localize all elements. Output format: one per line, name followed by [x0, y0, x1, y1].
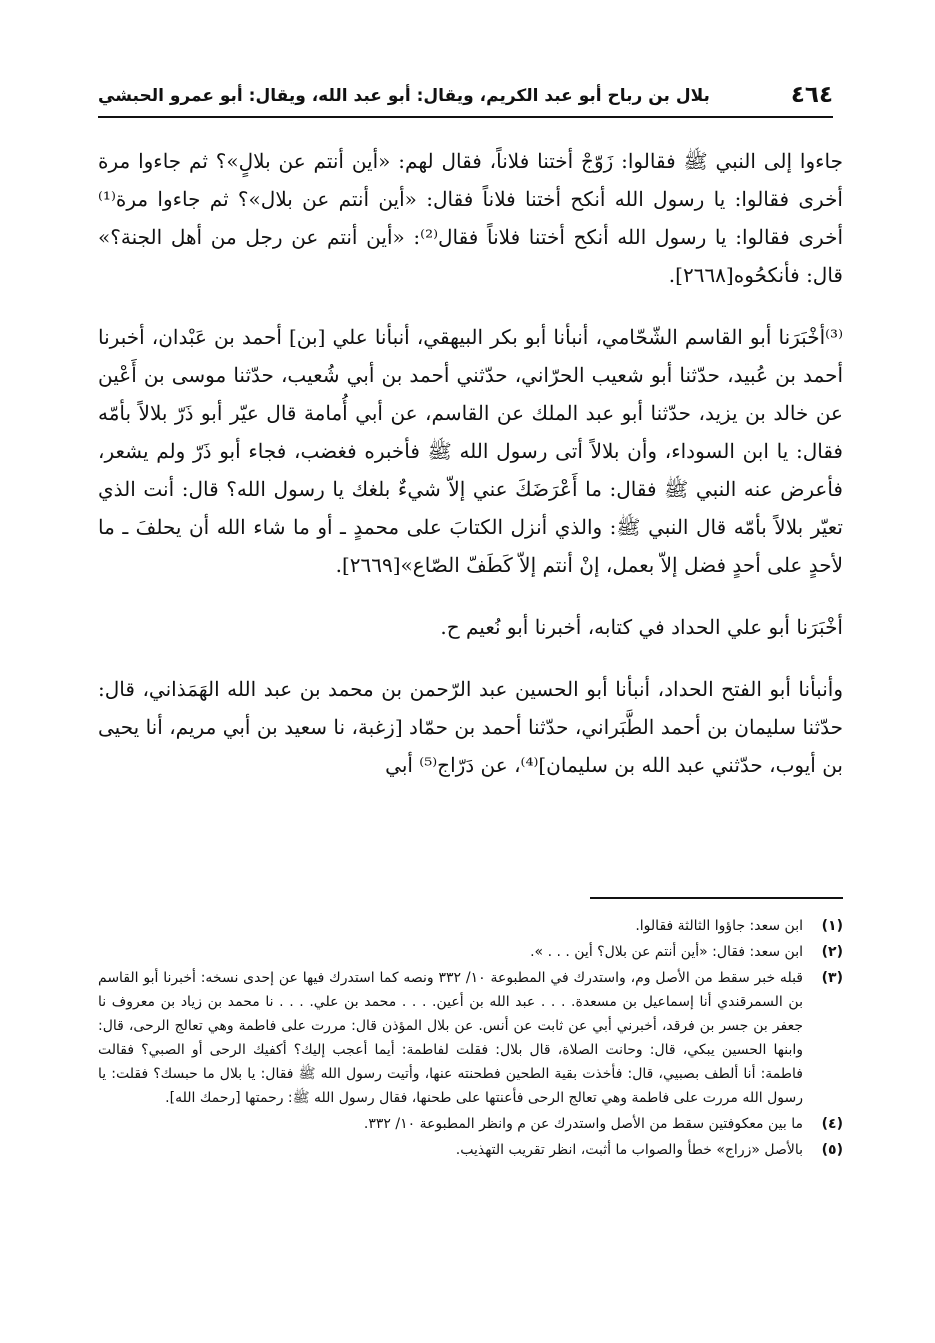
footnote-text: ما بين معكوفتين سقط من الأصل واستدرك عن م وانظر المطبوعة ١٠/ ٣٣٢.: [363, 1116, 803, 1132]
paragraph-4: وأنبأنا أبو الفتح الحداد، أنبأنا أبو الحسين عبد الرّحمن بن محمد بن عبد الله الهَمَذاني، قال: حدّثنا سليمان بن أحمد الطَّبَراني، حدّثنا أحمد بن حمّاد [زغبة، نا سعيد بن أبي مريم، أنا يحيى بن أيوب، حدّثني عبد الله بن سليمان]⁽⁴⁾، عن دَرّاج⁽⁵⁾ أبي: [98, 677, 843, 777]
footnote-number: (٣): [821, 970, 843, 986]
paragraph-3: أخْبَرَنا أبو علي الحداد في كتابه، أخبرنا أبو نُعيم ح.: [440, 615, 843, 639]
running-title: بلال بن رباح أبو عبد الكريم، ويقال: أبو عبد الله، ويقال: أبو عمرو الحبشي: [98, 86, 710, 106]
footnote-text: ابن سعد: جاؤوا الثالثة فقالوا.: [635, 918, 803, 934]
footnote-3: [98, 966, 843, 1110]
page-header: [98, 82, 833, 118]
footnote-number: (٢): [821, 944, 843, 960]
footnote-5: [98, 1138, 843, 1162]
footnote-1: [98, 914, 843, 938]
paragraph-1: جاءوا إلى النبي ﷺ فقالوا: زَوّجْ أختنا فلاناً، فقال لهم: «أين أنتم عن بلالٍ»؟ ثم جاءوا مرة أخرى فقالوا: يا رسول الله أنكح أختنا فلاناً فقال: «أين أنتم عن بلال»؟ ثم جاءوا مرة⁽¹⁾ أخرى فقالوا: يا رسول الله أنكح أختنا فلاناً فقال⁽²⁾: «أين أنتم عن رجل من أهل الجنة؟» قال: فأنكحُوه[٢٦٦٨].: [98, 149, 843, 287]
footnote-text: ابن سعد: فقال: «أين أنتم عن بلال؟ أين . . . ».: [530, 944, 803, 960]
footnote-number: (٤): [821, 1116, 843, 1132]
footnote-text: بالأصل «زراج» خطأ والصواب ما أثبت، انظر تقريب التهذيب.: [455, 1142, 803, 1158]
main-text: [98, 142, 843, 808]
footnote-4: [98, 1112, 843, 1136]
footnote-number: (٥): [821, 1142, 843, 1158]
footnote-2: [98, 940, 843, 964]
footnote-number: (١): [821, 918, 843, 934]
paragraph-2: ⁽³⁾أخْبَرَنا أبو القاسم الشّحّامي، أنبأنا أبو بكر البيهقي، أنبأنا علي [بن] أحمد بن عَبْدان، أخبرنا أحمد بن عُبيد، حدّثنا أبو شعيب الحرّاني، حدّثني أحمد بن أبي شُعيب، حدّثنا موسى بن أَعْين عن خالد بن يزيد، حدّثنا أبو عبد الملك عن القاسم، عن أبي أُمامة قال عيّر أبو ذَرّ بلالاً بأمّه فقال: يا ابن السوداء، وأن بلالاً أتى رسول الله ﷺ فأخبره فغضب، فجاء أبو ذَرّ ولم يشعر، فأعرض عنه النبي ﷺ فقال: ما أَعْرَضَكَ عني إلاّ شيءٌ بلغك يا رسول الله؟ قال: أنت الذي تعيّر بلالاً بأمّه قال النبي ﷺ: والذي أنزل الكتابَ على محمدٍ ـ أو ما شاء الله أن يحلفَ ـ ما لأحدٍ على أحدٍ فضل إلاّ بعمل، إنْ أنتم إلاّ كَطَفّ الصّاع»[٢٦٦٩].: [98, 325, 843, 577]
footnote-divider: [590, 897, 843, 899]
footnote-text: قبله خبر سقط من الأصل وم، واستدرك في المطبوعة ١٠/ ٣٣٢ ونصه كما استدرك فيها عن إحدى نسخه: أخبرنا أبو القاسم بن السمرقندي أنا إسماعيل بن مسعدة. . . . عبد الله بن أعين. . . . محمد بن علي. . . . نا محمد بن زياد بن معروف نا جعفر بن جسر بن فرقد، أخبرني أبي عن ثابت عن أنس. عن بلال المؤذن قال: مررت على فاطمة وهي تعالج الرحى، قال: وابنها الحسين يبكي، قال: وحانت الصلاة، قال بلال: فقلت لفاطمة: أيما أعجب إليك؟ أكفيك الرحى أو الصبي؟ فقالت فاطمة: أنا ألطف بصبيي، قال: فأخذت بقية الطحين فطحنته عنها، وأتيت رسول الله ﷺ فقال: يا بلال ما حبسك؟ فقلت: يا رسول الله مررت على فاطمة وهي تعالج الرحى فأعنتها على طحنها، فقال رسول الله ﷺ: رحمتها [رحمك الله].: [98, 970, 803, 1106]
footnotes: [98, 912, 843, 1164]
page-number: ٤٦٤: [790, 82, 833, 108]
